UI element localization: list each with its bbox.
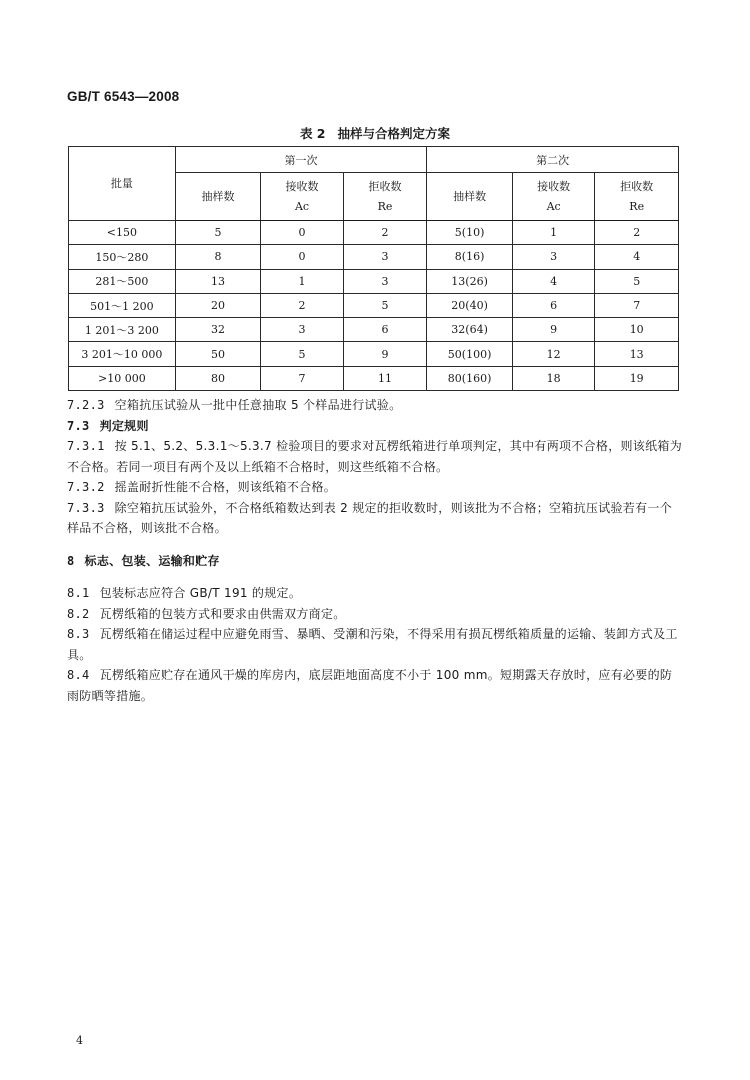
header-batch: 批量 (69, 147, 176, 221)
header-first: 第一次 (175, 147, 427, 173)
cell-re2: 7 (595, 293, 679, 317)
clause-number: 7.3 (67, 418, 90, 433)
cell-re1: 3 (343, 245, 427, 269)
table-row (69, 245, 679, 269)
cell-ac2: 4 (512, 269, 595, 293)
cell-ac2: 1 (512, 221, 595, 245)
cell-n2: 80(160) (427, 366, 513, 390)
cell-ac1: 5 (261, 342, 344, 366)
cell-re1: 11 (343, 366, 427, 390)
cell-re1: 6 (343, 318, 427, 342)
cell-batch: 501～1 200 (69, 293, 176, 317)
cell-re1: 3 (343, 269, 427, 293)
clause-text: 瓦楞纸箱的包装方式和要求由供需双方商定。 (99, 606, 346, 621)
cell-n1: 50 (175, 342, 261, 366)
cell-ac1: 1 (261, 269, 344, 293)
header-first-accept-label: 接收数 (285, 179, 319, 193)
clause-7-3-heading (67, 416, 683, 437)
clause-number: 8.2 (67, 606, 90, 621)
clause-text: 瓦楞纸箱在储运过程中应避免雨雪、暴晒、受潮和污染，不得采用有损瓦楞纸箱质量的运输、装卸方式及工具。 (67, 627, 678, 662)
cell-n1: 13 (175, 269, 261, 293)
cell-n1: 20 (175, 293, 261, 317)
cell-n2: 13(26) (427, 269, 513, 293)
table-row (69, 221, 679, 245)
clause-text: 除空箱抗压试验外，不合格纸箱数达到表 2 规定的拒收数时，则该批为不合格；空箱抗压试验若有一个样品不合格，则该批不合格。 (67, 500, 672, 535)
header-first-reject-symbol: Re (377, 199, 393, 213)
clause-text: 瓦楞纸箱应贮存在通风干燥的库房内，底层距地面高度不小于 100 mm。短期露天存放时，应有必要的防雨防晒等措施。 (67, 668, 673, 703)
cell-ac2: 3 (512, 245, 595, 269)
cell-ac1: 3 (261, 318, 344, 342)
header-second-reject-symbol: Re (629, 199, 645, 213)
cell-n1: 8 (175, 245, 261, 269)
clause-8-4 (67, 665, 683, 706)
table-row (69, 366, 679, 390)
clause-7-3-3 (67, 498, 683, 539)
cell-re2: 19 (595, 366, 679, 390)
cell-re2: 4 (595, 245, 679, 269)
body-text (67, 395, 683, 706)
clause-number: 7.2.3 (67, 398, 105, 412)
section-8-heading (67, 551, 683, 572)
cell-n2: 32(64) (427, 318, 513, 342)
cell-batch: 281～500 (69, 269, 176, 293)
table-caption-title: 抽样与合格判定方案 (337, 126, 451, 141)
clause-text: 摇盖耐折性能不合格，则该纸箱不合格。 (114, 480, 337, 494)
header-first-sample-size: 抽样数 (175, 173, 261, 221)
cell-re2: 10 (595, 318, 679, 342)
table-caption-number: 表 2 (299, 126, 326, 141)
clause-8-1 (67, 583, 683, 604)
table-row (69, 269, 679, 293)
header-first-reject (343, 173, 427, 221)
page-number: 4 (76, 1034, 83, 1047)
cell-batch: 150～280 (69, 245, 176, 269)
cell-re2: 5 (595, 269, 679, 293)
cell-ac2: 18 (512, 366, 595, 390)
header-second-reject (595, 173, 679, 221)
table-row (69, 342, 679, 366)
clause-number: 8.4 (67, 668, 90, 682)
cell-n1: 80 (175, 366, 261, 390)
cell-n1: 5 (175, 221, 261, 245)
cell-ac2: 6 (512, 293, 595, 317)
cell-re2: 13 (595, 342, 679, 366)
clause-text: 包装标志应符合 GB/T 191 的规定。 (99, 586, 302, 600)
sampling-table (68, 146, 679, 391)
clause-text: 空箱抗压试验从一批中任意抽取 5 个样品进行试验。 (114, 398, 402, 412)
cell-ac1: 0 (261, 245, 344, 269)
header-second-accept-label: 接收数 (537, 179, 571, 193)
cell-batch: 3 201～10 000 (69, 342, 176, 366)
header-first-accept-symbol: Ac (294, 199, 310, 213)
header-second-sample-size: 抽样数 (427, 173, 513, 221)
clause-number: 7.3.3 (67, 500, 105, 515)
cell-n2: 20(40) (427, 293, 513, 317)
header-first-reject-label: 拒收数 (368, 179, 402, 193)
cell-re1: 9 (343, 342, 427, 366)
cell-ac1: 2 (261, 293, 344, 317)
clause-7-3-1 (67, 436, 683, 477)
standard-number: GB/T 6543—2008 (67, 89, 180, 104)
cell-n1: 32 (175, 318, 261, 342)
cell-batch: 1 201～3 200 (69, 318, 176, 342)
cell-n2: 8(16) (427, 245, 513, 269)
clause-number: 7.3.2 (67, 480, 105, 494)
cell-ac2: 12 (512, 342, 595, 366)
header-second: 第二次 (427, 147, 679, 173)
cell-n2: 5(10) (427, 221, 513, 245)
section-title: 标志、包装、运输和贮存 (84, 553, 220, 568)
header-second-accept (512, 173, 595, 221)
cell-n2: 50(100) (427, 342, 513, 366)
clause-number: 8.3 (67, 627, 90, 641)
clause-8-2 (67, 604, 683, 625)
section-number: 8 (67, 553, 75, 568)
clause-number: 8.1 (67, 586, 90, 600)
table-caption (0, 124, 750, 142)
table-row (69, 293, 679, 317)
header-second-reject-label: 拒收数 (620, 179, 654, 193)
cell-re2: 2 (595, 221, 679, 245)
header-second-accept-symbol: Ac (546, 199, 561, 213)
clause-7-3-2 (67, 477, 683, 498)
clause-text: 判定规则 (99, 418, 149, 433)
cell-batch: >10 000 (69, 366, 176, 390)
clause-text: 按 5.1、5.2、5.3.1～5.3.7 检验项目的要求对瓦楞纸箱进行单项判定，其中有两项不合格，则该纸箱为不合格。若同一项目有两个及以上纸箱不合格时，则这些纸箱不合格。 (67, 439, 682, 474)
cell-re1: 5 (343, 293, 427, 317)
table-row (69, 318, 679, 342)
cell-ac1: 7 (261, 366, 344, 390)
cell-batch: <150 (69, 221, 176, 245)
clause-7-2-3 (67, 395, 683, 416)
cell-ac2: 9 (512, 318, 595, 342)
clause-number: 7.3.1 (67, 439, 105, 453)
cell-ac1: 0 (261, 221, 344, 245)
cell-re1: 2 (343, 221, 427, 245)
header-first-accept (261, 173, 344, 221)
clause-8-3 (67, 624, 683, 665)
